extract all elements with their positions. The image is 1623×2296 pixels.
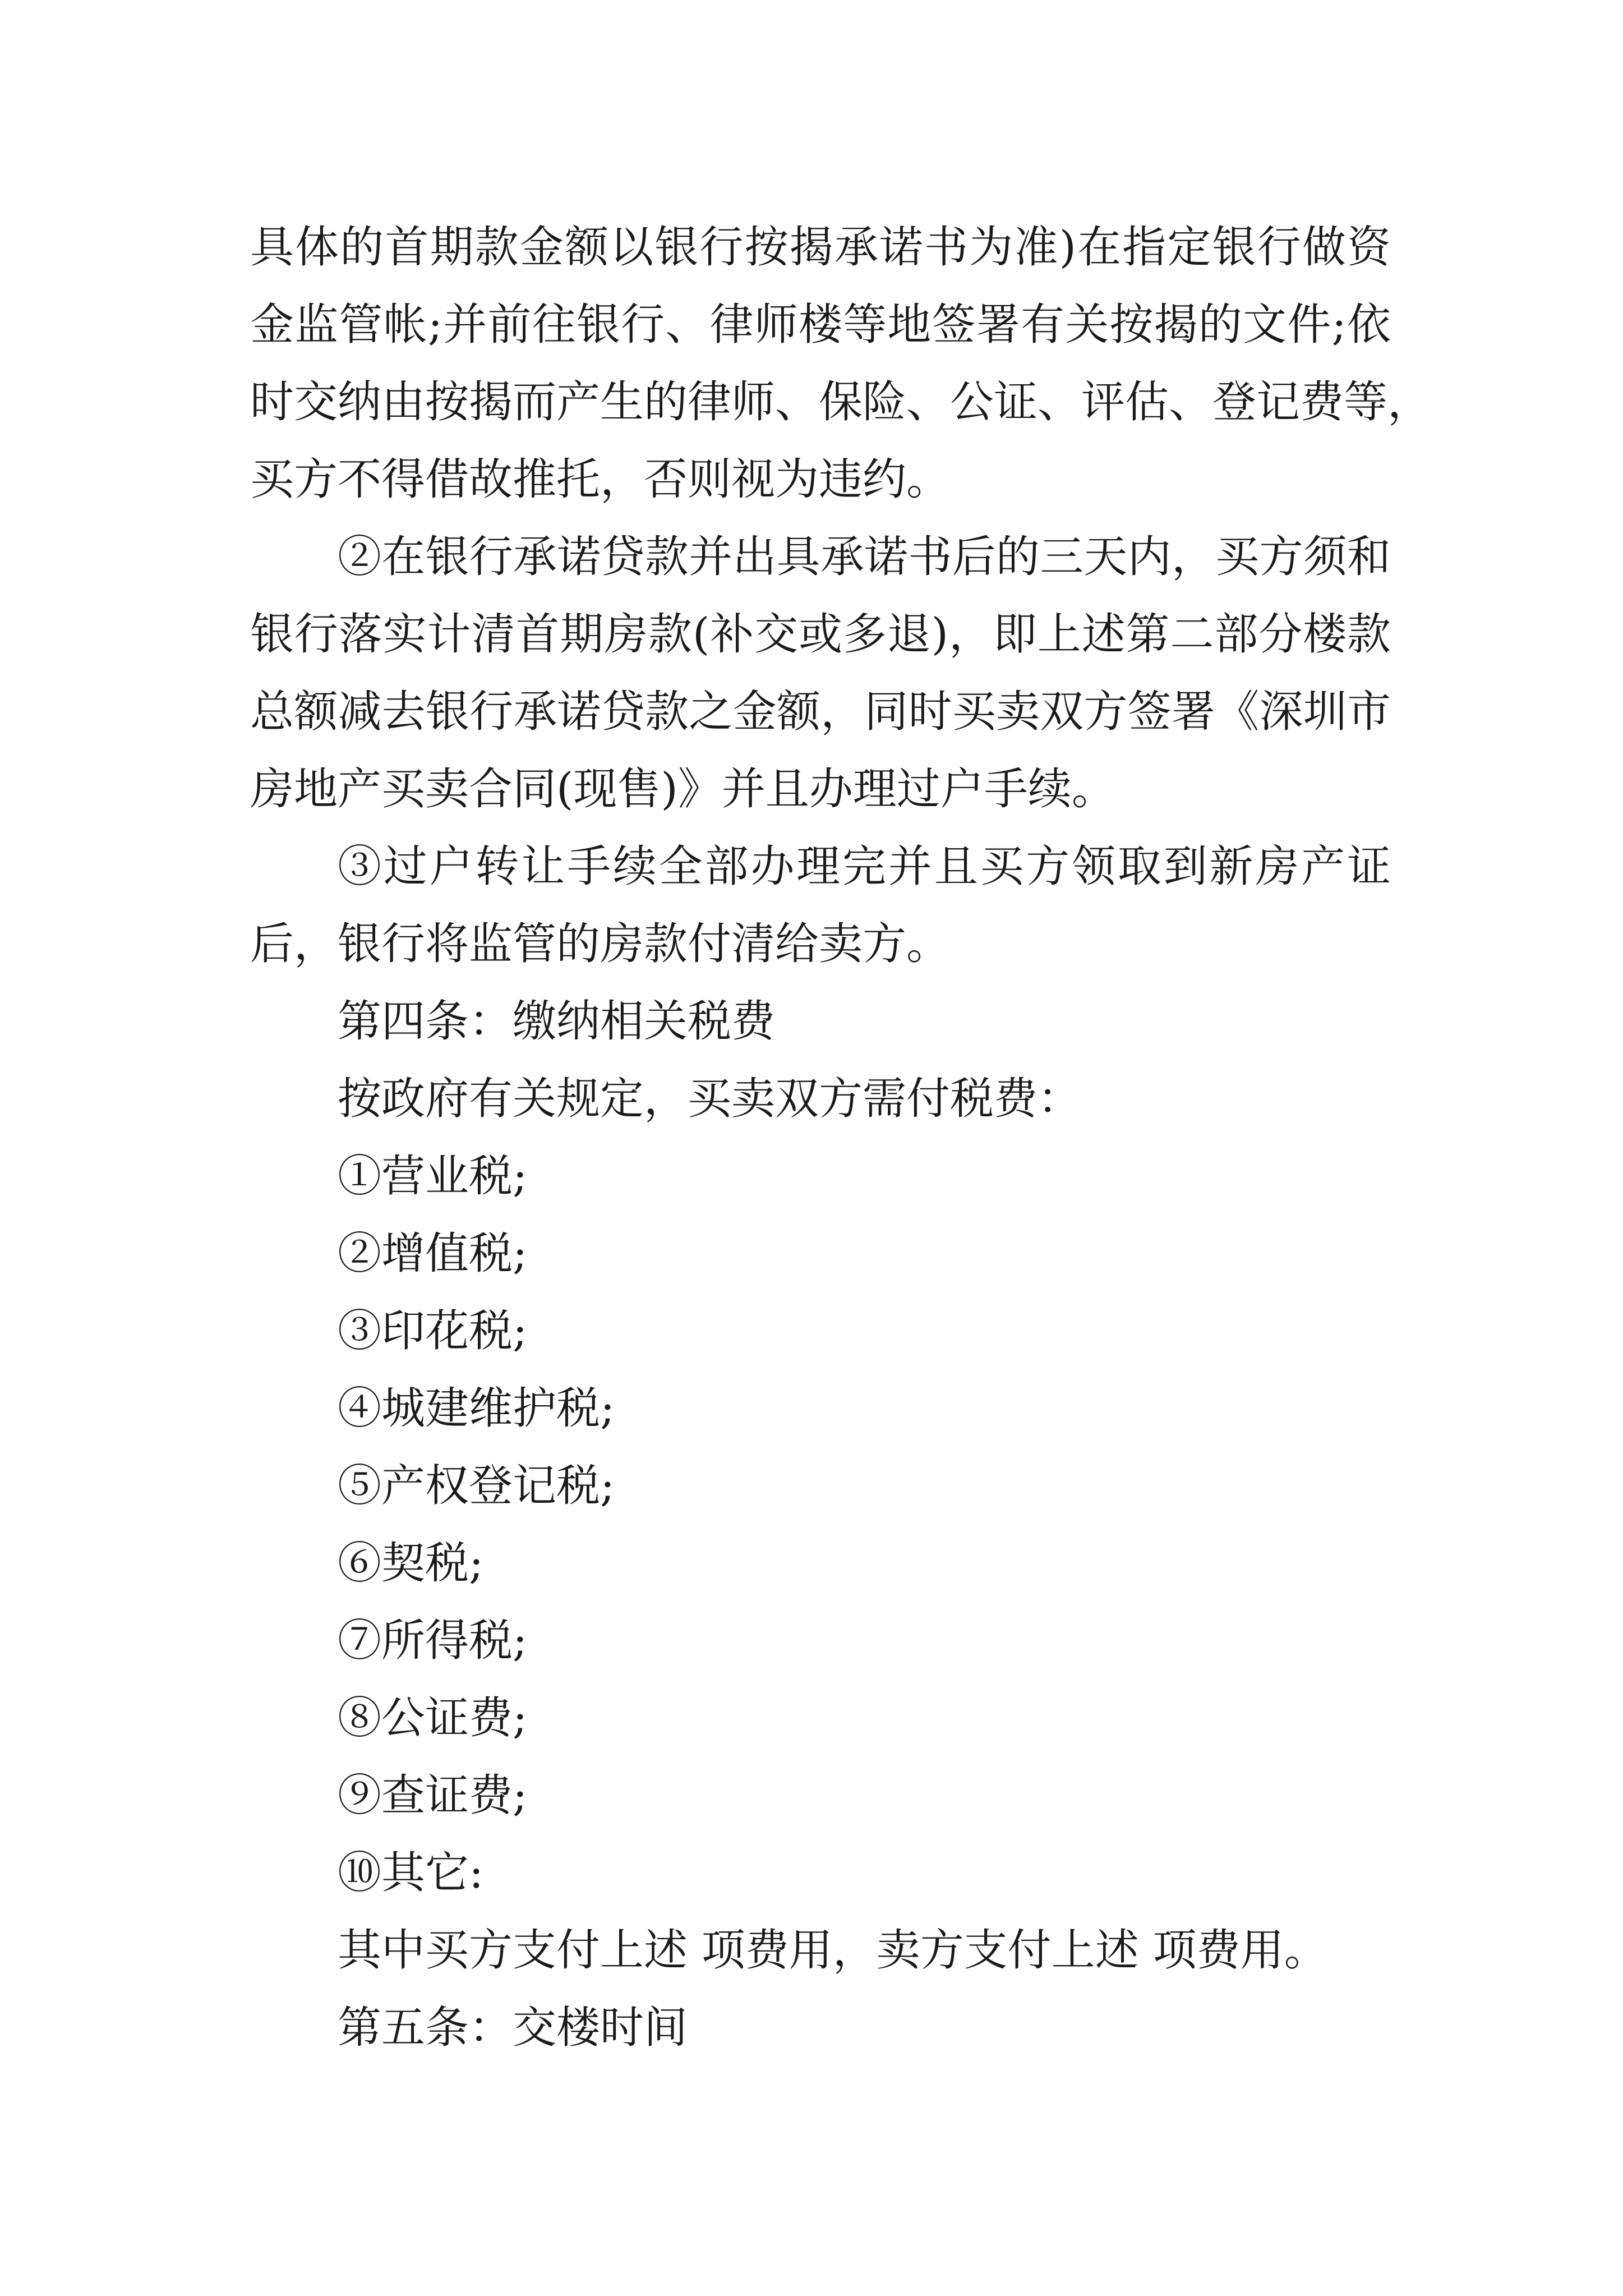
article-4-title: 第四条：缴纳相关税费: [338, 996, 776, 1047]
paragraph-line: 总额减去银行承诺贷款之金额，同时买卖双方签署《深圳市: [250, 687, 1391, 737]
paragraph-line: ③过户转让手续全部办理完并且买方领取到新房产证: [338, 841, 1391, 892]
paragraph-line: 具体的首期款金额以银行按揭承诺书为准)在指定银行做资: [250, 222, 1391, 273]
tax-item: ⑤产权登记税;: [338, 1461, 615, 1511]
tax-item: ③印花税;: [338, 1306, 528, 1356]
paragraph-line: ②在银行承诺贷款并出具承诺书后的三天内，买方须和: [338, 532, 1391, 582]
article-4-summary: 其中买方支付上述 项费用，卖方支付上述 项费用。: [338, 1925, 1328, 1976]
paragraph-line: 时交纳由按揭而产生的律师、保险、公证、评估、登记费等，: [250, 377, 1432, 427]
tax-item: ⑧公证费;: [338, 1693, 528, 1743]
article-5-title: 第五条：交楼时间: [338, 2003, 688, 2053]
paragraph-line: 买方不得借故推托，否则视为违约。: [250, 454, 951, 505]
article-4-intro: 按政府有关规定，买卖双方需付税费：: [338, 1074, 1082, 1124]
tax-item: ⑦所得税;: [338, 1616, 528, 1666]
paragraph-line: 金监管帐;并前往银行、律师楼等地签署有关按揭的文件;依: [250, 300, 1391, 350]
paragraph-line: 房地产买卖合同(现售)》并且办理过户手续。: [250, 764, 1115, 815]
tax-item: ⑥契税;: [338, 1538, 484, 1589]
paragraph-line: 银行落实计清首期房款(补交或多退)，即上述第二部分楼款: [250, 609, 1391, 660]
tax-item: ②增值税;: [338, 1228, 528, 1279]
tax-item: ⑩其它:: [338, 1848, 484, 1898]
tax-item: ④城建维护税;: [338, 1383, 615, 1434]
tax-item: ⑨查证费;: [338, 1770, 528, 1821]
paragraph-line: 后，银行将监管的房款付清给卖方。: [250, 919, 951, 969]
tax-item: ①营业税;: [338, 1151, 528, 1202]
document-body: [250, 209, 1432, 2067]
